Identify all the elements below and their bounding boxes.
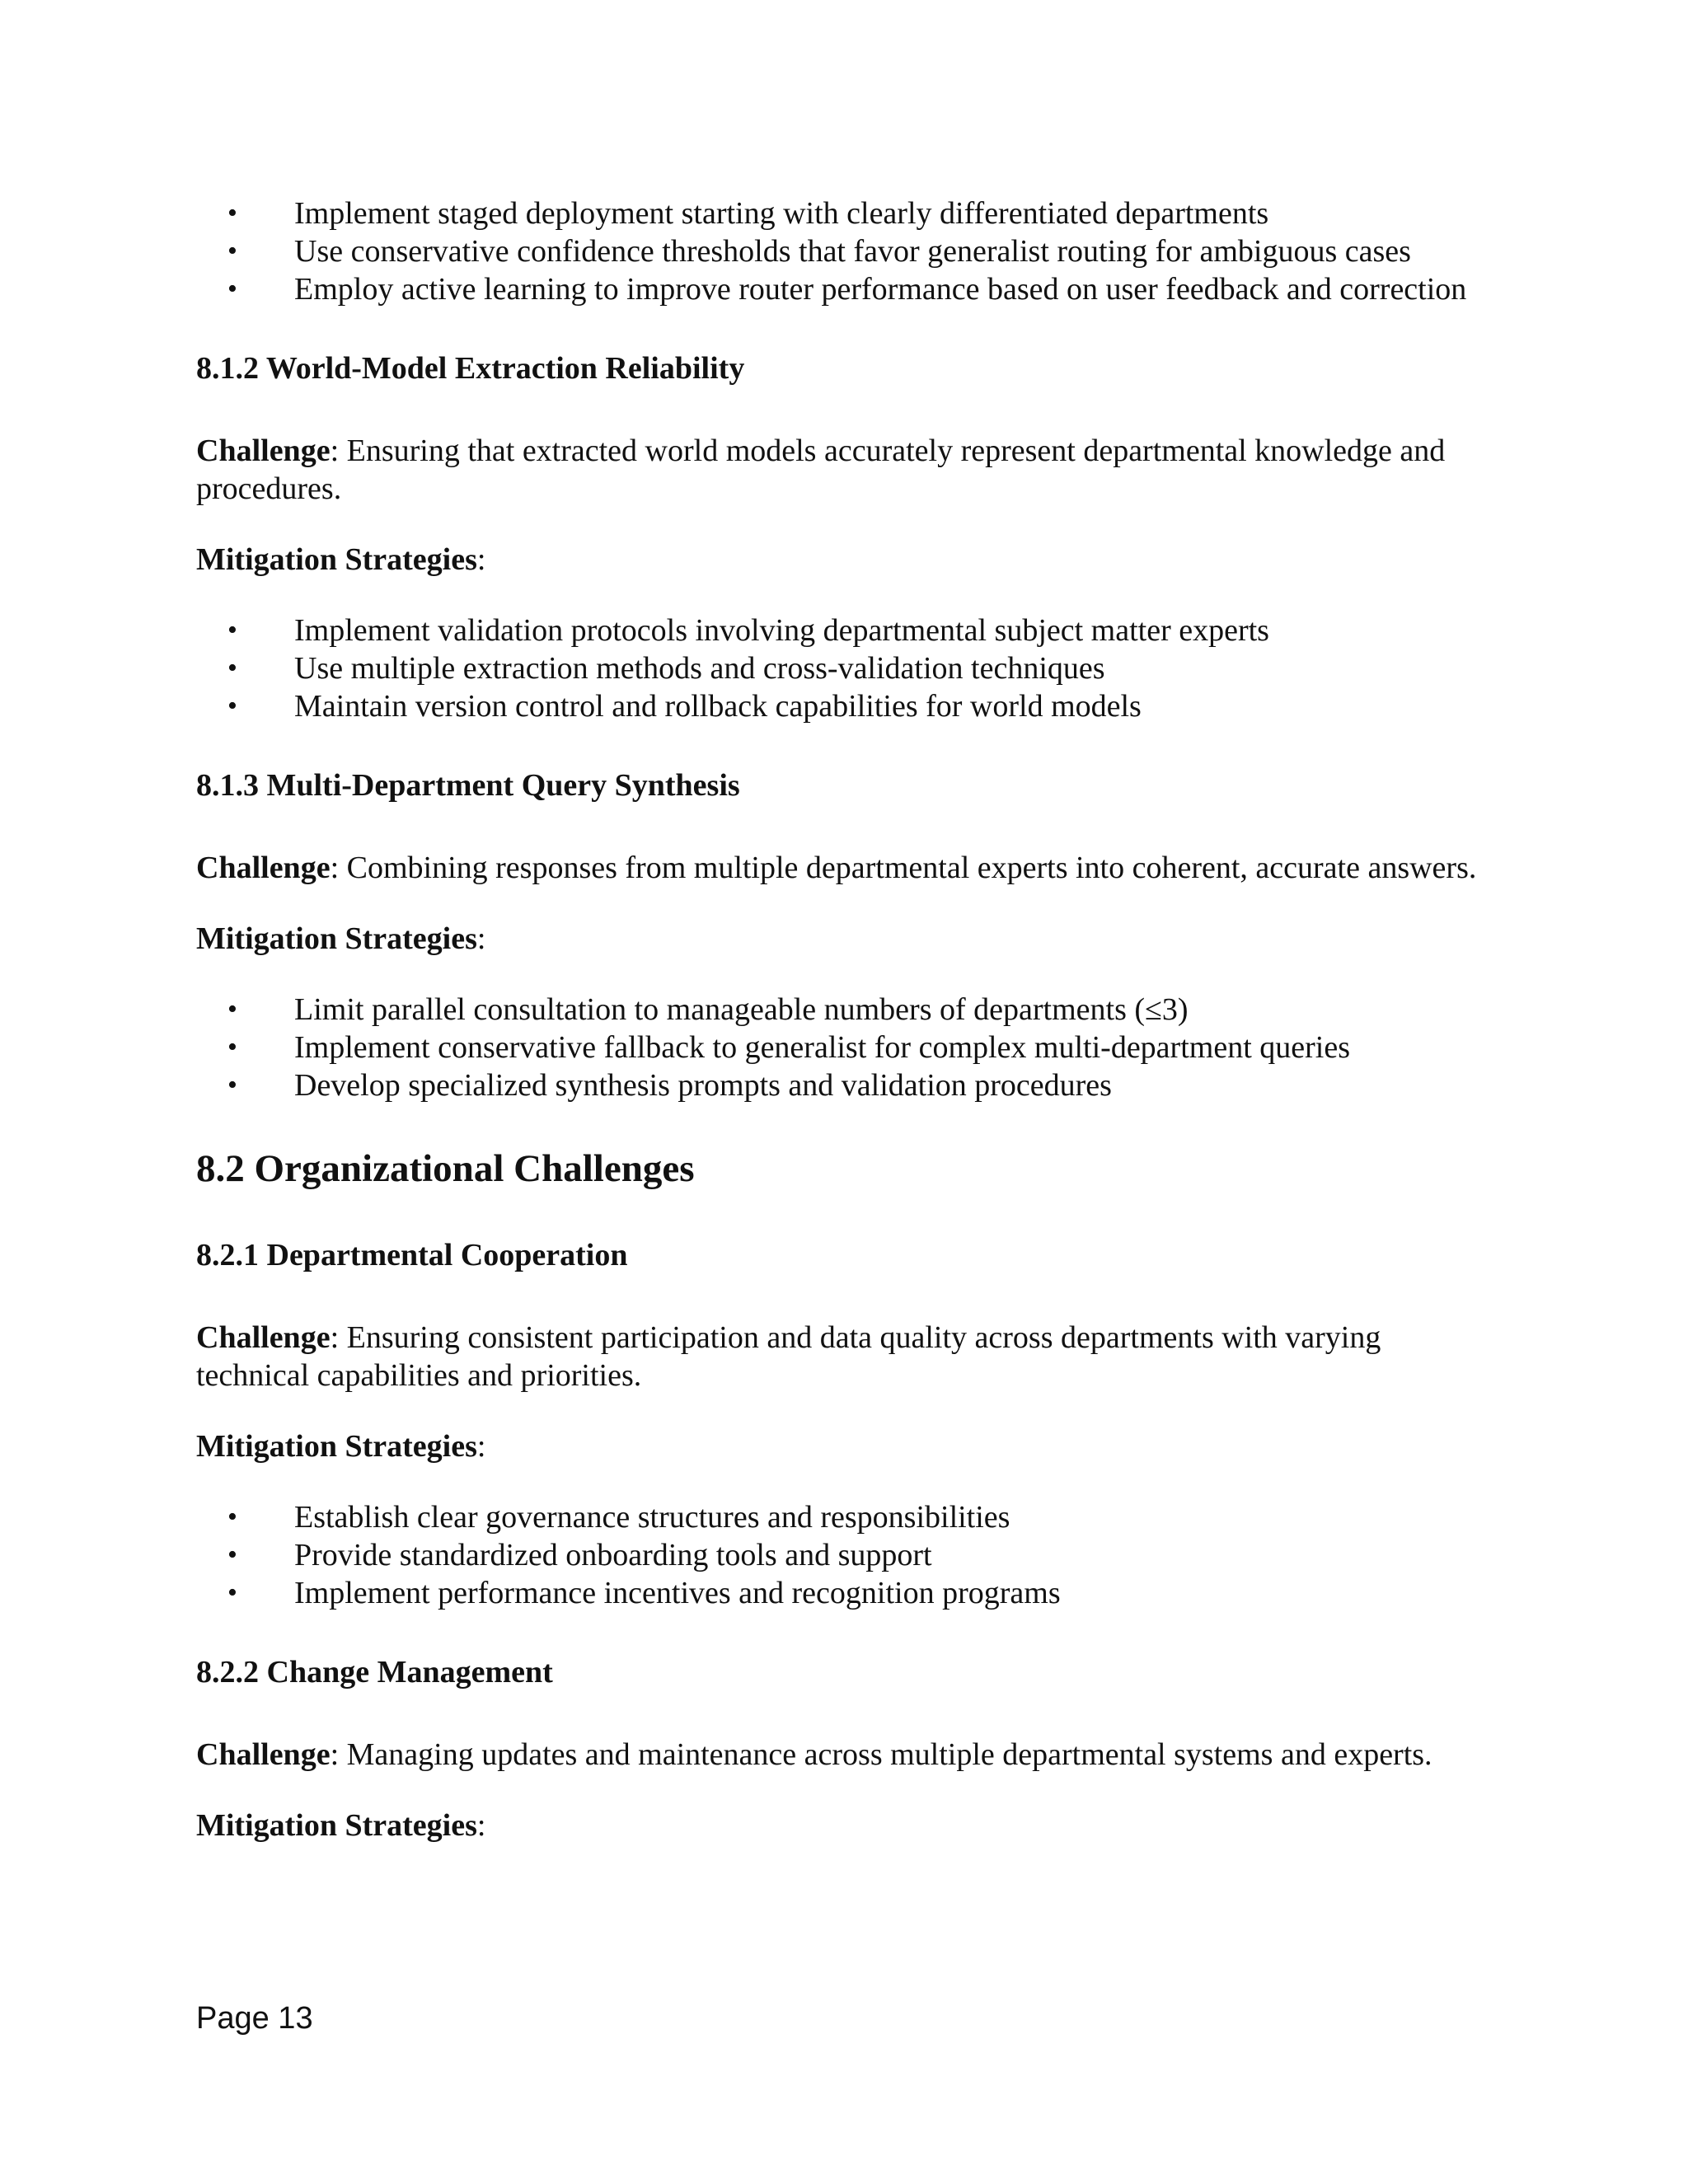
list-item-text: Use multiple extraction methods and cross-validation techniques [294,651,1105,686]
challenge-paragraph [196,1319,1482,1394]
mitigation-label: Mitigation Strategies [196,1808,477,1843]
mitigation-heading [196,920,1482,958]
challenge-label: Challenge [196,851,331,885]
bullet-icon: • [227,198,237,228]
challenge-text: : Managing updates and maintenance across multiple departmental systems and experts. [330,1737,1432,1772]
mitigation-colon: : [476,1429,486,1464]
mitigation-colon: : [476,542,486,577]
bullet-icon: • [227,1540,237,1570]
list-item-text: Limit parallel consultation to manageable numbers of departments (≤3) [294,992,1189,1027]
section-heading-8-2-2: 8.2.2 Change Management [196,1655,553,1690]
list-item-text: Maintain version control and rollback capabilities for world models [294,689,1142,724]
challenge-label: Challenge [196,434,331,468]
bullet-icon: • [227,236,237,266]
list-item-text: Provide standardized onboarding tools and support [294,1538,932,1572]
bullet-icon: • [227,691,237,721]
mitigation-list [196,1498,1482,1612]
challenge-paragraph [196,1736,1482,1774]
bullet-icon: • [227,274,237,304]
list-item [196,1029,1482,1066]
list-item-text: Develop specialized synthesis prompts and validation procedures [294,1068,1112,1103]
list-item [196,1066,1482,1104]
mitigation-heading [196,1427,1482,1465]
list-item [196,991,1482,1029]
list-item [196,649,1482,687]
list-item-text: Implement validation protocols involving departmental subject matter experts [294,613,1269,648]
list-item-text: Use conservative confidence thresholds that favor generalist routing for ambiguous cases [294,234,1411,269]
challenge-label: Challenge [196,1320,331,1355]
list-item [196,1498,1482,1536]
mitigation-heading [196,1807,1482,1844]
list-item-text: Implement conservative fallback to generalist for complex multi-department queries [294,1030,1350,1065]
challenge-paragraph [196,432,1482,508]
challenge-text: : Combining responses from multiple departmental experts into coherent, accurate answers. [330,851,1477,885]
list-item-text: Implement performance incentives and recognition programs [294,1576,1061,1610]
list-item [196,1536,1482,1574]
list-item-text: Implement staged deployment starting with clearly differentiated departments [294,196,1269,231]
challenge-text: : Ensuring that extracted world models accurately represent departmental knowledge and procedures. [196,434,1446,506]
bullet-icon: • [227,615,237,645]
list-item [196,194,1482,232]
bullet-icon: • [227,994,237,1024]
mitigation-list [196,612,1482,725]
section-heading-8-2: 8.2 Organizational Challenges [196,1147,695,1190]
mitigation-label: Mitigation Strategies [196,921,477,956]
list-item [196,687,1482,725]
list-item [196,232,1482,270]
challenge-paragraph [196,849,1482,887]
mitigation-colon: : [476,1808,486,1843]
mitigation-label: Mitigation Strategies [196,542,477,577]
top-bullet-list [196,194,1482,308]
mitigation-list [196,991,1482,1104]
challenge-label: Challenge [196,1737,331,1772]
list-item [196,1574,1482,1612]
list-item [196,270,1482,308]
bullet-icon: • [227,653,237,683]
list-item [196,612,1482,649]
bullet-icon: • [227,1577,237,1608]
bullet-icon: • [227,1032,237,1062]
section-heading-8-1-2: 8.1.2 World-Model Extraction Reliability [196,351,745,386]
mitigation-colon: : [476,921,486,956]
document-body [196,194,1482,1844]
bullet-icon: • [227,1502,237,1532]
mitigation-label: Mitigation Strategies [196,1429,477,1464]
section-heading-8-1-3: 8.1.3 Multi-Department Query Synthesis [196,768,740,803]
list-item-text: Employ active learning to improve router performance based on user feedback and correction [294,272,1467,307]
page-number: Page 13 [196,2001,313,2036]
mitigation-heading [196,541,1482,579]
section-heading-8-2-1: 8.2.1 Departmental Cooperation [196,1238,628,1272]
list-item-text: Establish clear governance structures and responsibilities [294,1500,1010,1535]
challenge-text: : Ensuring consistent participation and data quality across departments with varying technical capabilities and priorities. [196,1320,1381,1393]
bullet-icon: • [227,1070,237,1100]
